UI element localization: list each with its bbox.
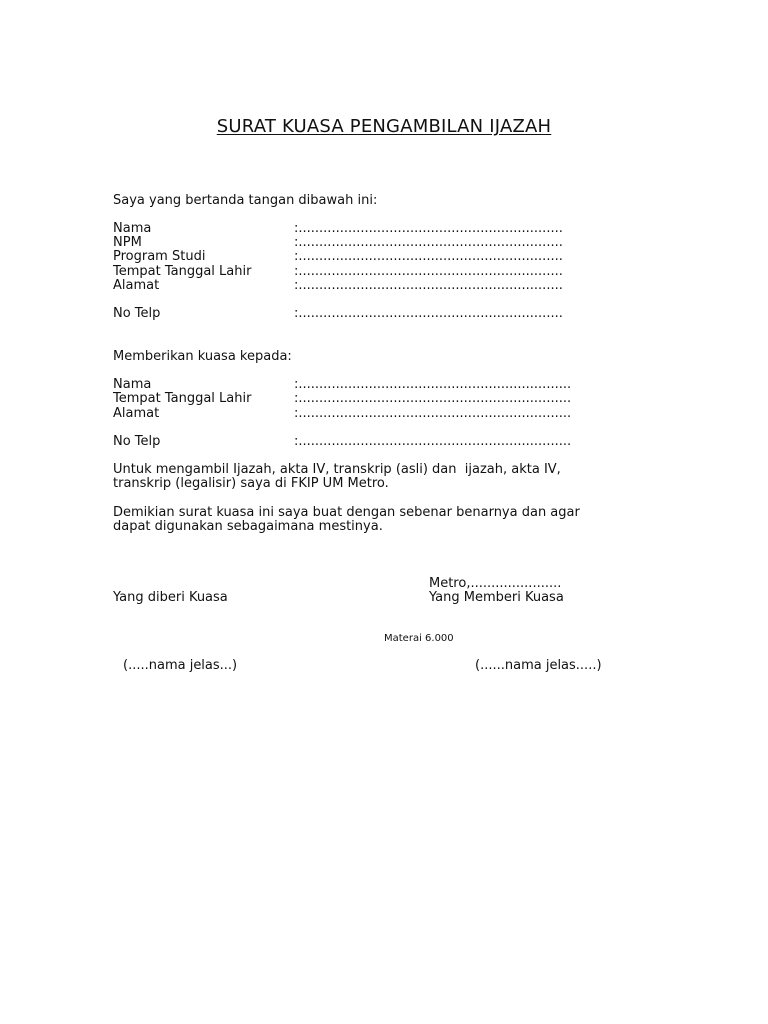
place-date: Metro,...................... [429,576,562,591]
penerima-field-telp [113,434,572,449]
field-label: NPM [113,235,142,250]
pemberi-field-nama [113,221,563,236]
penerima-field-alamat [113,406,572,421]
field-label: Tempat Tanggal Lahir [113,391,252,406]
closing-line-1: Demikian surat kuasa ini saya buat dengan sebenar benarnya dan agar [113,505,580,520]
field-label: Nama [113,221,152,236]
field-blank: :................................................................ [294,264,563,279]
field-blank: :.................................................................. [294,406,572,421]
stamp-label: Materai 6.000 [384,633,454,644]
field-blank: :................................................................ [294,221,563,236]
field-label: Program Studi [113,249,206,264]
field-blank: :................................................................ [294,278,563,293]
field-blank: :.................................................................. [294,434,572,449]
pemberi-field-alamat [113,278,563,293]
field-blank: :.................................................................. [294,391,572,406]
document-title: SURAT KUASA PENGAMBILAN IJAZAH [216,116,552,137]
field-blank: :................................................................ [294,249,563,264]
pemberi-field-telp [113,306,563,321]
penerima-field-nama [113,377,572,392]
left-signer-role: Yang diberi Kuasa [113,590,228,605]
intro-text: Saya yang bertanda tangan dibawah ini: [113,193,378,208]
field-blank: :................................................................ [294,306,563,321]
pemberi-field-program-studi [113,249,563,264]
field-blank: :................................................................ [294,235,563,250]
right-signer-role: Yang Memberi Kuasa [429,590,564,605]
field-label: No Telp [113,434,161,449]
field-blank: :.................................................................. [294,377,572,392]
left-signer-name: (.....nama jelas...) [123,658,238,673]
kuasa-intro-text: Memberikan kuasa kepada: [113,349,292,364]
pemberi-field-npm [113,235,563,250]
field-label: Tempat Tanggal Lahir [113,264,252,279]
field-label: Alamat [113,278,160,293]
field-label: No Telp [113,306,161,321]
penerima-field-ttl [113,391,572,406]
closing-line-2: dapat digunakan sebagaimana mestinya. [113,519,383,534]
right-signer-name: (......nama jelas.....) [475,658,602,673]
pemberi-field-ttl [113,264,563,279]
purpose-line-1: Untuk mengambil Ijazah, akta IV, transkrip (asli) dan ijazah, akta IV, [113,462,561,477]
field-label: Nama [113,377,152,392]
field-label: Alamat [113,406,160,421]
purpose-line-2: transkrip (legalisir) saya di FKIP UM Metro. [113,476,389,491]
